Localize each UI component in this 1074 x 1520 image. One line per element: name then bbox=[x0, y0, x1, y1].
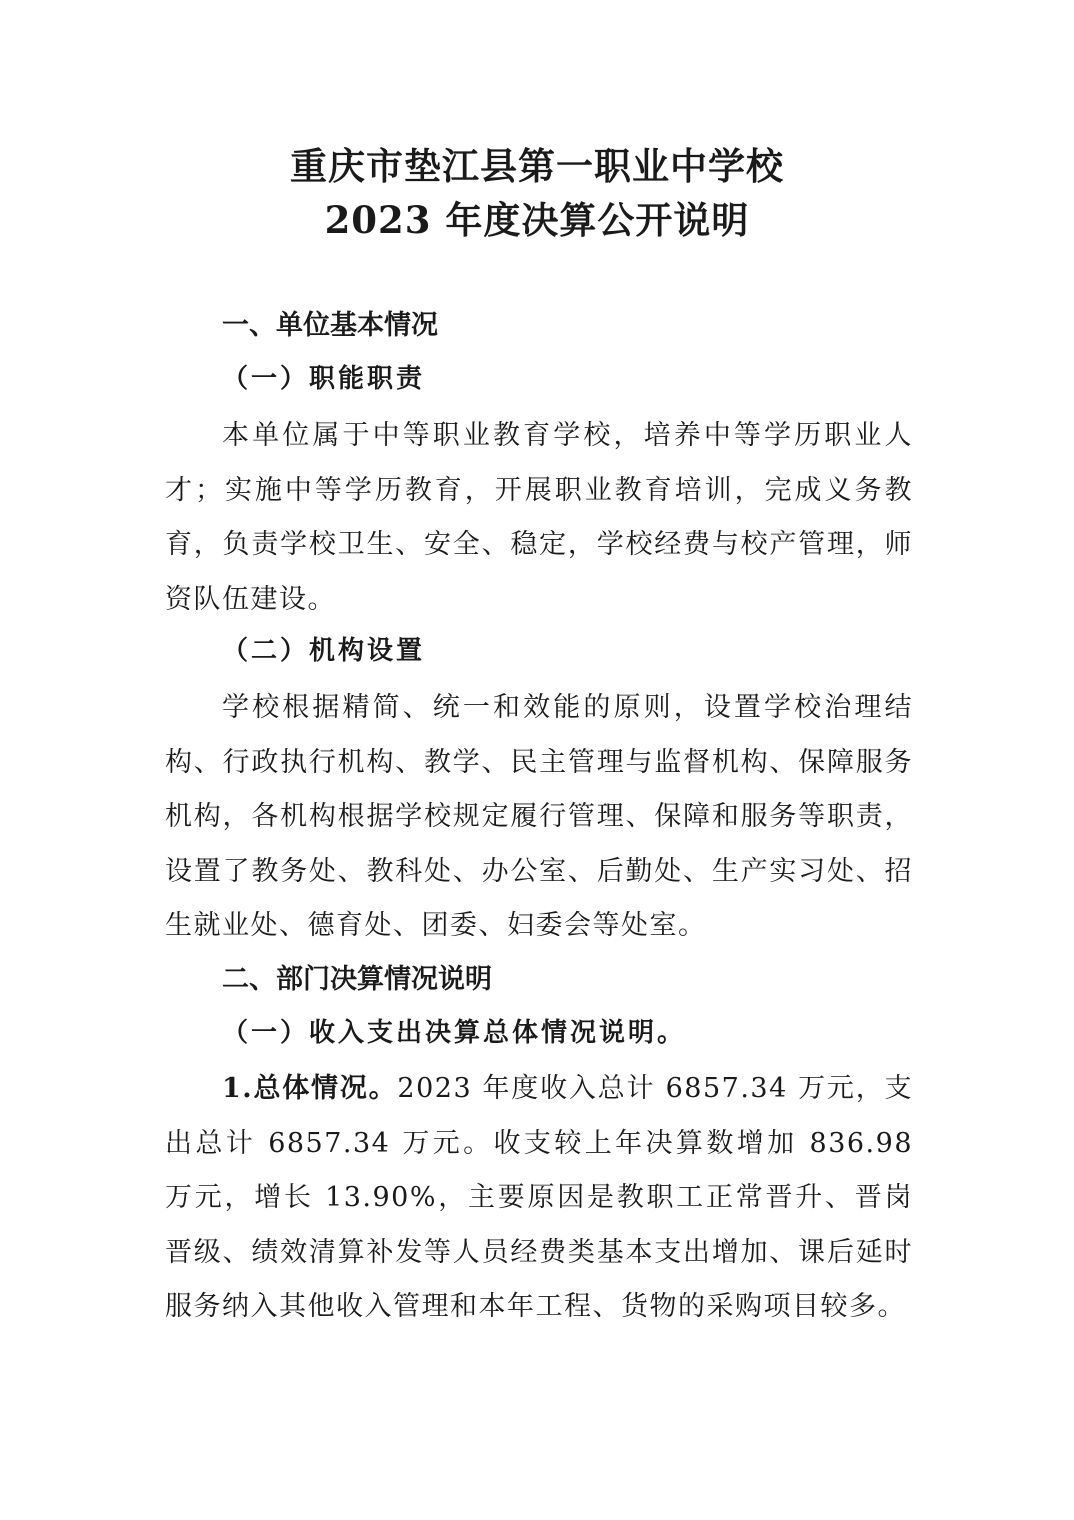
subsection-heading-income-expenditure: （一）收入支出决算总体情况说明。 bbox=[222, 1018, 687, 1048]
section-heading-basic-info: 一、单位基本情况 bbox=[222, 310, 438, 341]
subsection-heading-duties: （一）职能职责 bbox=[222, 364, 426, 394]
document-title-line1: 重庆市垫江县第一职业中学校 bbox=[290, 144, 784, 188]
document-title-line2: 2023 年度决算公开说明 bbox=[324, 198, 750, 242]
paragraph-duties: 本单位属于中等职业教育学校，培养中等学历职业人才；实施中等学历教育，开展职业教育培训，完成义务教育，负责学校卫生、安全、稳定，学校经费与校产管理，师资队伍建设。 bbox=[165, 420, 913, 615]
paragraph-lead: 1.总体情况。 bbox=[222, 1073, 398, 1104]
paragraph-overall-body: 2023 年度收入总计 6857.34 万元，支出总计 6857.34 万元。收支较上年决算数增加 836.98 万元，增长 13.90%，主要原因是教职工正常晋升、晋岗晋级、绩效清算补发等人员经费类基本支出增加、课后延时服务纳入其他收入管理和本年工程、货物的采购项目较多。 bbox=[165, 1073, 913, 1322]
section-heading-final-accounts: 二、部门决算情况说明 bbox=[222, 964, 492, 995]
subsection-heading-organization: （二）机构设置 bbox=[222, 636, 426, 666]
paragraph-organization: 学校根据精简、统一和效能的原则，设置学校治理结构、行政执行机构、教学、民主管理与监督机构、保障服务机构，各机构根据学校规定履行管理、保障和服务等职责，设置了教务处、教科处、办公室、后勤处、生产实习处、招生就业处、德育处、团委、妇委会等处室。 bbox=[165, 692, 913, 941]
paragraph-overall-situation bbox=[165, 1062, 913, 1335]
